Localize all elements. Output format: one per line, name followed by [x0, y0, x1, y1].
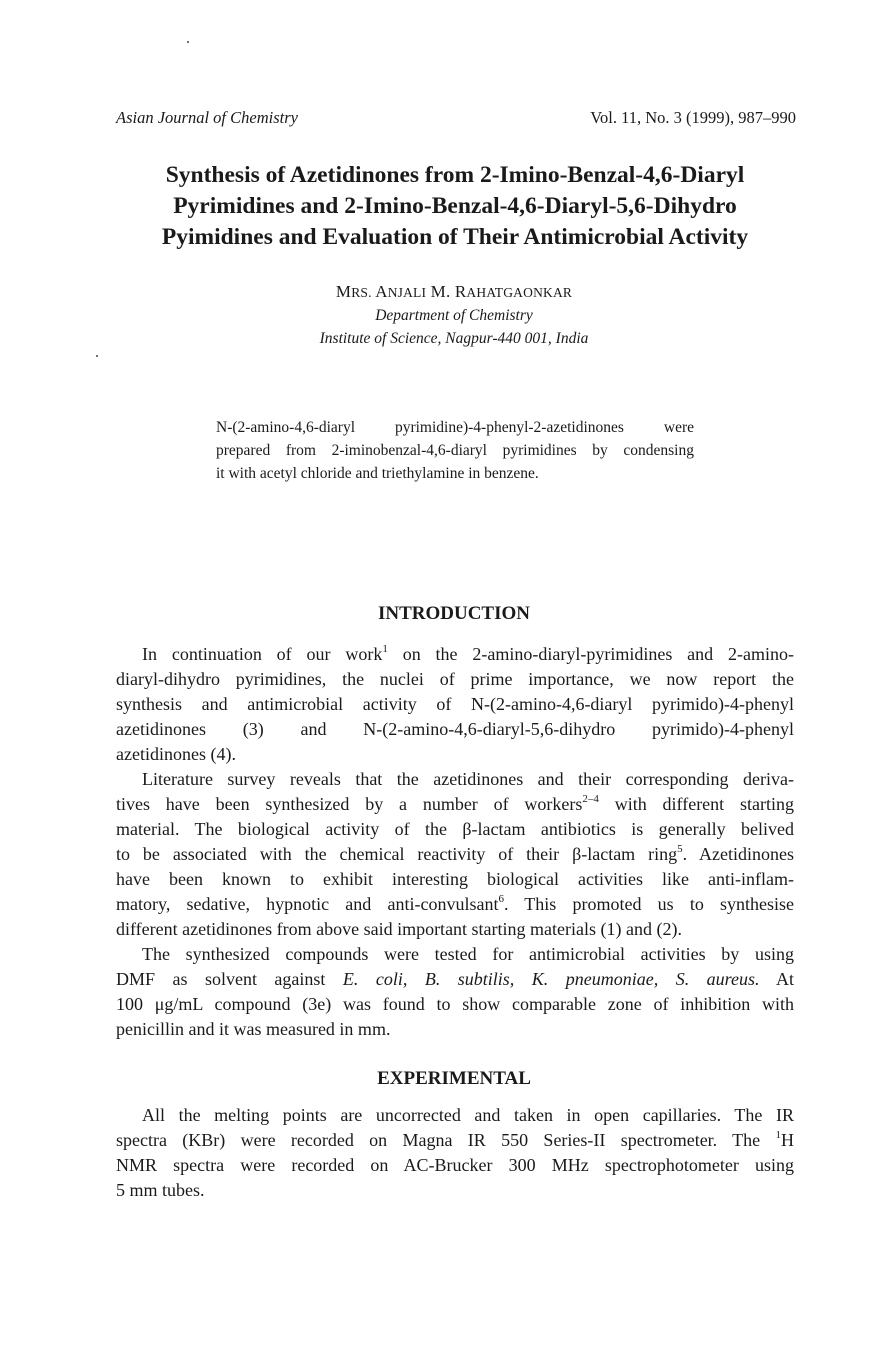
scan-speck — [187, 41, 189, 43]
text-line: azetidinones (4). — [116, 744, 236, 764]
text-line: azetidinones (3) and N-(2-amino-4,6-diaryl-5,6-dihydro pyrimido)-4-phenyl — [116, 719, 794, 739]
scan-speck — [96, 355, 98, 357]
text-line: synthesis and antimicrobial activity of N-(2-amino-4,6-diaryl pyrimido)-4-phenyl — [116, 694, 794, 714]
experimental-body — [116, 1103, 794, 1203]
journal-name: Asian Journal of Chemistry — [116, 108, 298, 127]
volume-info: Vol. 11, No. 3 (1999), 987–990 — [590, 108, 796, 127]
text-line: have been known to exhibit interesting biological activities like anti-inflam- — [116, 869, 794, 889]
text-line: material. The biological activity of the β-lactam antibiotics is generally belived — [116, 819, 794, 839]
abstract-line: it with acetyl chloride and triethylamine in benzene. — [216, 465, 539, 482]
text-line: All the melting points are uncorrected and taken in open capillaries. The IR — [142, 1105, 794, 1125]
text-line: Literature survey reveals that the azetidinones and their corresponding deriva- — [142, 769, 794, 789]
paper-title — [110, 160, 800, 253]
text-line: The synthesized compounds were tested for antimicrobial activities by using — [142, 944, 794, 964]
text-line: different azetidinones from above said important starting materials (1) and (2). — [116, 919, 682, 939]
text-line: penicillin and it was measured in mm. — [116, 1019, 391, 1039]
text-line: In continuation of our work$^1$ on the 2-amino-diaryl-pyrimidines and 2-amino- — [142, 643, 794, 664]
text-line: 5 mm tubes. — [116, 1180, 205, 1200]
abstract-line: N-(2-amino-4,6-diaryl pyrimidine)-4-phenyl-2-azetidinones were — [216, 419, 694, 436]
text-line: diaryl-dihydro pyrimidines, the nuclei of prime importance, we now report the — [116, 669, 794, 689]
author-name: MRS. ANJALI M. RAHATGAONKAR — [335, 282, 573, 301]
text-line: DMF as solvent against E. coli, B. subtilis, K. pneumoniae, S. aureus. At — [116, 969, 794, 989]
title-line: Pyimidines and Evaluation of Their Antimicrobial Activity — [161, 224, 749, 250]
introduction-heading: INTRODUCTION — [377, 603, 531, 624]
experimental-heading: EXPERIMENTAL — [377, 1068, 531, 1089]
author-department: Department of Chemistry — [375, 307, 533, 324]
abstract — [216, 416, 716, 485]
text-line: NMR spectra were recorded on AC-Brucker 300 MHz spectrophotometer using — [116, 1155, 794, 1175]
title-line: Pyrimidines and 2-Imino-Benzal-4,6-Diaryl-5,6-Dihydro — [173, 193, 737, 219]
text-line: tives have been synthesized by a number of workers$^{2-4}$ with different starting — [116, 793, 794, 814]
text-line: spectra (KBr) were recorded on Magna IR 550 Series-II spectrometer. The $^1$H — [116, 1129, 794, 1150]
abstract-line: prepared from 2-iminobenzal-4,6-diaryl pyrimidines by condensing — [216, 442, 694, 459]
introduction-body — [116, 642, 794, 1042]
text-line: to be associated with the chemical reactivity of their β-lactam ring$^5$. Azetidinones — [116, 843, 794, 864]
text-line: matory, sedative, hypnotic and anti-convulsant$^6$. This promoted us to synthesise — [116, 893, 794, 914]
text-line: 100 μg/mL compound (3e) was found to show comparable zone of inhibition with — [116, 994, 794, 1014]
author-institute: Institute of Science, Nagpur-440 001, India — [319, 330, 589, 347]
author-block — [0, 280, 896, 350]
title-line: Synthesis of Azetidinones from 2-Imino-Benzal-4,6-Diaryl — [165, 162, 745, 188]
